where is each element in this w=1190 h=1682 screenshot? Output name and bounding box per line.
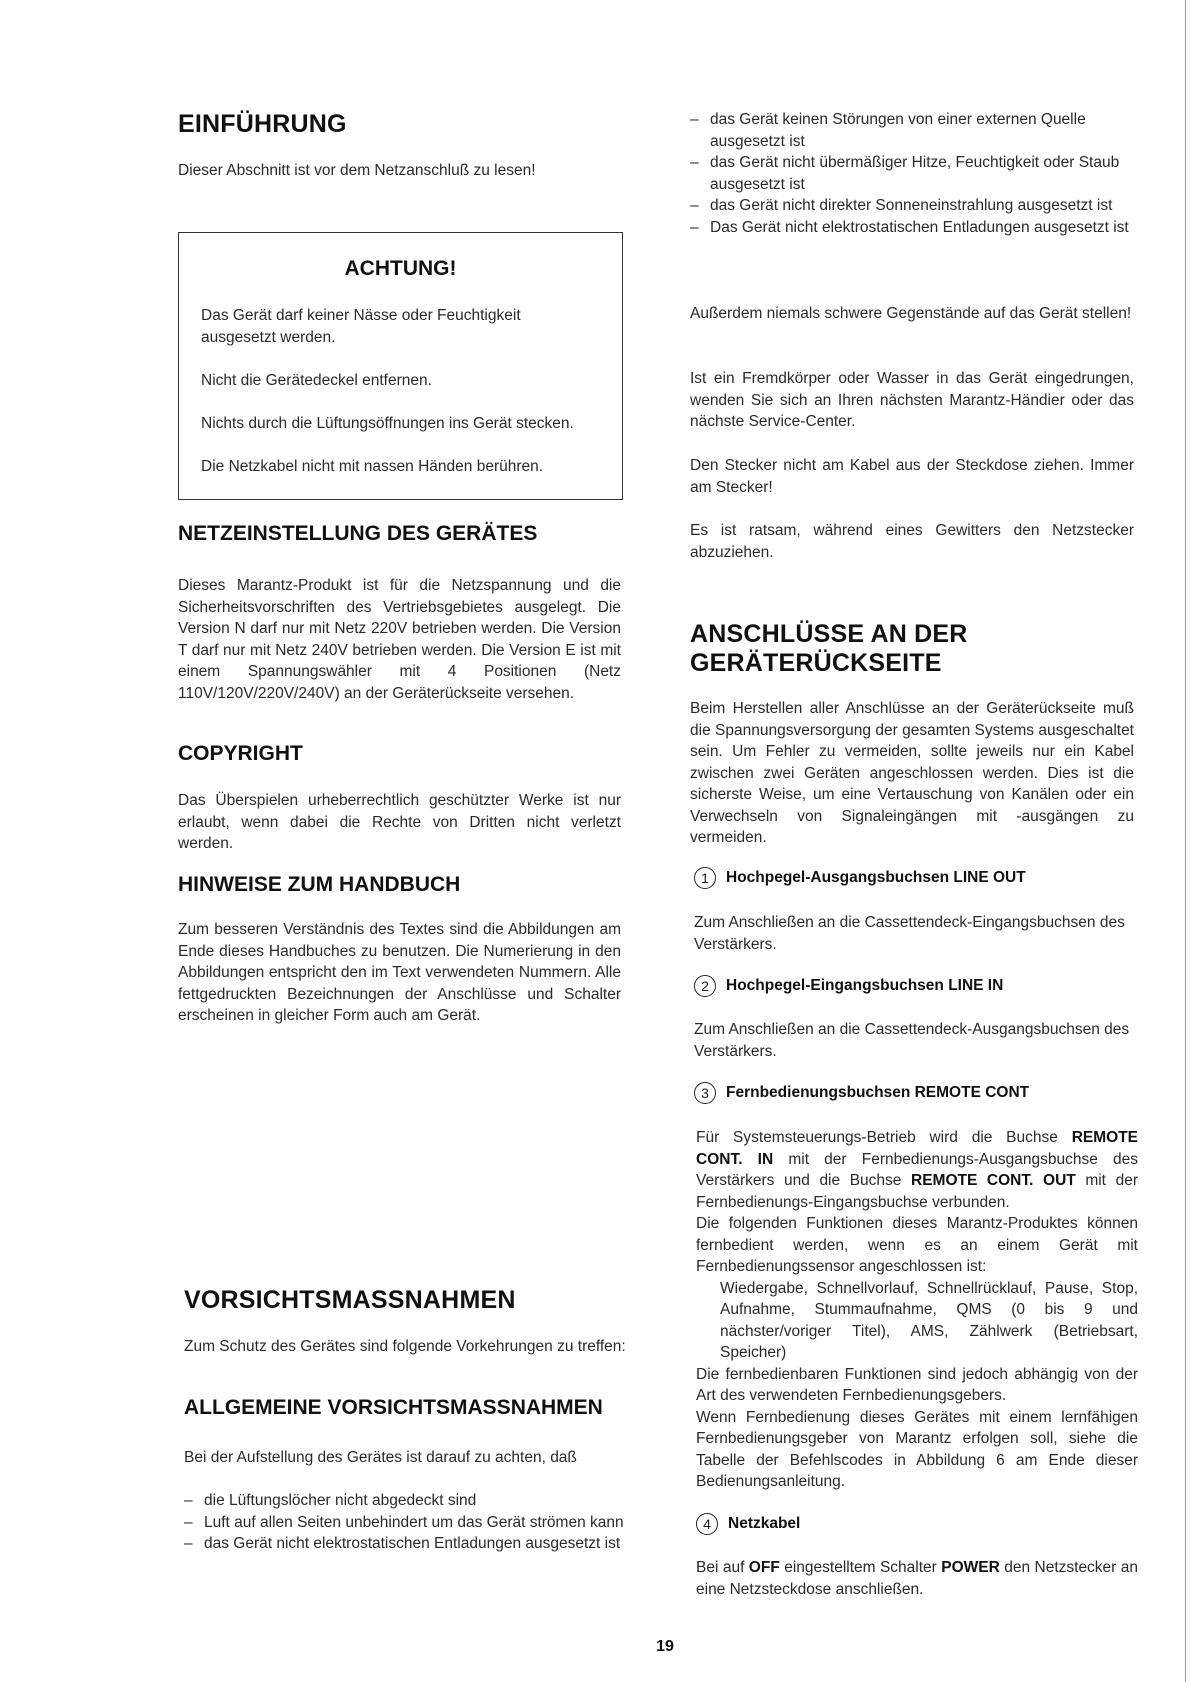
vorsicht-text: Zum Schutz des Gerätes sind folgende Vorkehrungen zu treffen:	[184, 1338, 626, 1355]
list-item: – die Lüftungslöcher nicht abgedeckt sind	[184, 1490, 630, 1512]
list-item: – das Gerät nicht übermäßiger Hitze, Feuchtigkeit oder Staub ausgesetzt ist	[690, 152, 1134, 195]
paragraph-heavy-objects: Außerdem niemals schwere Gegenstände auf das Gerät stellen!	[690, 305, 1132, 322]
achtung-item-4: Die Netzkabel nicht mit nassen Händen berühren.	[201, 458, 544, 475]
paragraph-foreign-body: Ist ein Fremdkörper oder Wasser in das Gerät eingedrungen, wenden Sie sich an Ihren nächsten Marantz-Händier oder das nächste Service-Center.	[690, 370, 1134, 430]
achtung-box	[178, 232, 623, 500]
sub3-para2: Die folgenden Funktionen dieses Marantz-Produktes können fernbedient werden, wenn es an einem Gerät mit Fernbedienungssensor angeschlossen ist:	[696, 1215, 1138, 1275]
hinweise-text: Zum besseren Verständnis des Textes sind die Abbildungen am Ende dieses Handbuches zu benutzen. Die Numerierung in den Abbildungen entspricht den im Text verwendeten Nummern. Alle fettgedruckten Bezeichnungen der Anschlüsse und Schalter erscheinen in gleicher Form auch am Gerät.	[178, 921, 621, 1024]
einfuehrung-text: Dieser Abschnitt ist vor dem Netzanschluß zu lesen!	[178, 162, 536, 179]
sub4-text: Bei auf OFF eingestelltem Schalter POWER den Netzstecker an eine Netzsteckdose anschließen.	[696, 1559, 1139, 1598]
vorsicht-heading: VORSICHTSMASSNAHMEN	[184, 1286, 516, 1314]
hinweise-heading: HINWEISE ZUM HANDBUCH	[178, 873, 461, 896]
scan-edge-line	[1185, 0, 1186, 1682]
achtung-item-1: Das Gerät darf keiner Nässe oder Feuchtigkeit ausgesetzt werden.	[201, 307, 521, 346]
sub3-functions: Wiedergabe, Schnellvorlauf, Schnellrücklauf, Pause, Stop, Aufnahme, Stummaufnahme, QMS (0 bis 9 und nächster/voriger Titel), AMS, Zählwerk (Betriebsart, Speicher)	[720, 1279, 1138, 1361]
netzeinstellung-text: Dieses Marantz-Produkt ist für die Netzspannung und die Sicherheitsvorschriften des Vertriebsgebietes ausgelegt. Die Version N darf nur mit Netz 220V betrieben werden. Die Version T darf nur mit Netz 240V betrieben werden. Die Version E ist mit einem Spannungswähler mit 4 Positionen (Netz 110V/120V/220V/240V) an der Geräterückseite versehen.	[178, 577, 621, 702]
achtung-item-2: Nicht die Gerätedeckel entfernen.	[201, 372, 432, 389]
list-item: – Das Gerät nicht elektrostatischen Entladungen ausgesetzt ist	[690, 217, 1134, 239]
number-circle-3: 3	[694, 1082, 716, 1104]
sub4-title: Netzkabel	[728, 1515, 801, 1533]
sub2-title: Hochpegel-Eingangsbuchsen LINE IN	[726, 977, 1004, 995]
list-item: – Luft auf allen Seiten unbehindert um das Gerät strömen kann	[184, 1512, 630, 1534]
anschluesse-heading-line2: GERÄTERÜCKSEITE	[690, 649, 942, 677]
allgemeine-list	[184, 1490, 630, 1555]
sub1-heading	[694, 867, 1026, 889]
sub3-title: Fernbedienungsbuchsen REMOTE CONT	[726, 1084, 1030, 1102]
paragraph-thunderstorm: Es ist ratsam, während eines Gewitters den Netzstecker abzuziehen.	[690, 522, 1134, 561]
sub3-para4: Die fernbedienbaren Funktionen sind jedoch abhängig von der Art des verwendeten Fernbedienungsgebers.	[696, 1365, 1138, 1404]
number-circle-2: 2	[694, 975, 716, 997]
anschluesse-text: Beim Herstellen aller Anschlüsse an der Geräterückseite muß die Spannungsversorgung der gesamten Systems ausgeschaltet sein. Um Fehler zu vermeiden, sollte jeweils nur ein Kabel zwischen zwei Geräten angeschlossen werden. Dies ist die sicherste Weise, um eine Vertauschung von Kanälen oder ein Verwechseln von Signaleingängen mit -ausgängen zu vermeiden.	[690, 700, 1134, 846]
sub3-heading	[694, 1082, 1029, 1104]
sub2-text: Zum Anschließen an die Cassettendeck-Ausgangsbuchsen des Verstärkers.	[694, 1021, 1130, 1060]
sub4-heading	[696, 1513, 800, 1535]
sub3-body	[696, 1127, 1138, 1493]
achtung-heading: ACHTUNG!	[344, 257, 457, 280]
paragraph-plug: Den Stecker nicht am Kabel aus der Steckdose ziehen. Immer am Stecker!	[690, 457, 1134, 496]
sub3-para1: Für Systemsteuerungs-Betrieb wird die Buchse REMOTE CONT. IN mit der Fernbedienungs-Ausgangsbuchse des Verstärkers und die Buchse REMOTE CONT. OUT mit der Fernbedienungs-Eingangsbuchse verbunden.	[696, 1129, 1138, 1211]
number-circle-1: 1	[694, 867, 716, 889]
list-item: – das Gerät keinen Störungen von einer externen Quelle ausgesetzt ist	[690, 109, 1134, 152]
list-item: – das Gerät nicht direkter Sonneneinstrahlung ausgesetzt ist	[690, 195, 1134, 217]
netzeinstellung-heading: NETZEINSTELLUNG DES GERÄTES	[178, 522, 538, 545]
allgemeine-heading: ALLGEMEINE VORSICHTSMASSNAHMEN	[184, 1396, 603, 1419]
number-circle-4: 4	[696, 1513, 718, 1535]
sub1-title: Hochpegel-Ausgangsbuchsen LINE OUT	[726, 869, 1026, 887]
right-list	[690, 109, 1134, 238]
allgemeine-text: Bei der Aufstellung des Gerätes ist darauf zu achten, daß	[184, 1449, 577, 1466]
list-item: – das Gerät nicht elektrostatischen Entladungen ausgesetzt ist	[184, 1533, 630, 1555]
anschluesse-heading	[690, 620, 968, 678]
sub2-heading	[694, 975, 1003, 997]
copyright-text: Das Überspielen urheberrechtlich geschützter Werke ist nur erlaubt, wenn dabei die Rechte von Dritten nicht verletzt werden.	[178, 792, 621, 852]
copyright-heading: COPYRIGHT	[178, 742, 303, 765]
sub1-text: Zum Anschließen an die Cassettendeck-Eingangsbuchsen des Verstärkers.	[694, 914, 1125, 953]
anschluesse-heading-line1: ANSCHLÜSSE AN DER	[690, 620, 968, 648]
einfuehrung-heading: EINFÜHRUNG	[178, 110, 347, 138]
page-number: 19	[656, 1638, 674, 1655]
sub3-para5: Wenn Fernbedienung dieses Gerätes mit einem lernfähigen Fernbedienungsgeber von Marantz erfolgen soll, siehe die Tabelle der Befehlscodes in Abbildung 6 am Ende dieser Bedienungsanleitung.	[696, 1408, 1138, 1490]
achtung-item-3: Nichts durch die Lüftungsöffnungen ins Gerät stecken.	[201, 415, 574, 432]
